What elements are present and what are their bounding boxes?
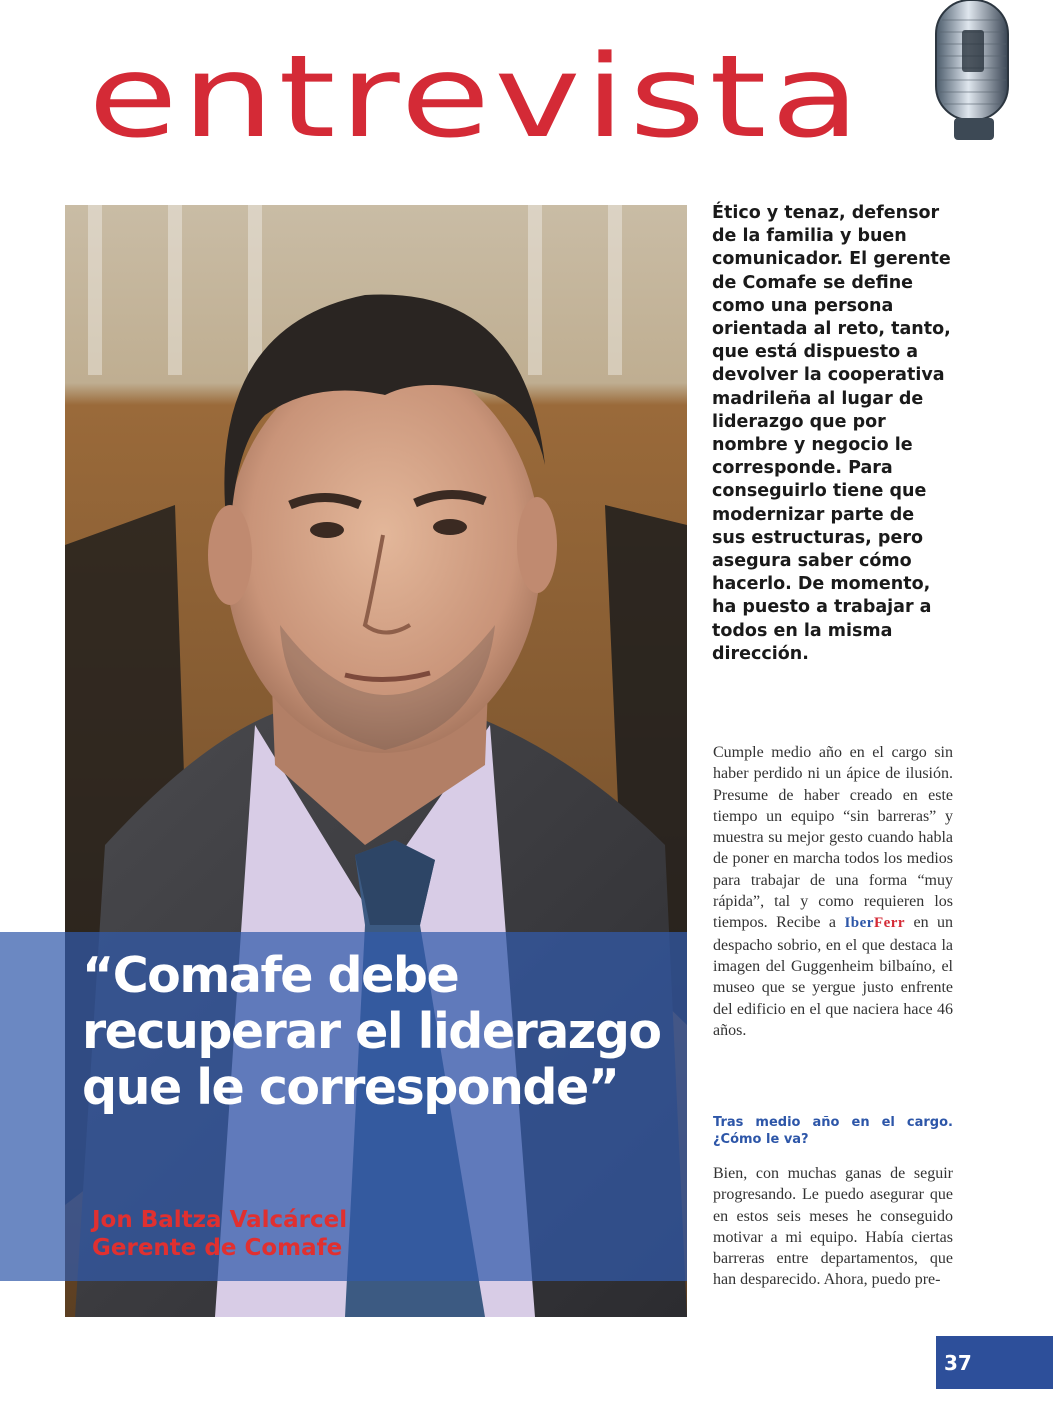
iberferr-logo [844,915,905,931]
pull-quote-line: que le corresponde” [82,1059,619,1116]
lead-paragraph: Ético y tenaz, defensor de la familia y buen comunicador. El gerente de Comafe se define como una persona orientada al reto, tanto, que está dispuesto a devolver la cooperativa madrileña al lugar de liderazgo que por nombre y negocio le corresponde. Para conseguirlo tiene que modernizar parte de sus estructuras, pero asegura saber cómo hacerlo. De momento, ha puesto a trabajar a todos en la misma dirección. [712,203,951,664]
byline [92,1206,592,1262]
question-word: medio [755,1115,801,1130]
byline-name: Jon Baltza Valcárcel [92,1207,348,1233]
question-word: Tras [713,1115,744,1130]
page-number: 37 [944,1351,972,1375]
microphone-icon [912,0,1022,150]
question-word: cargo. [906,1115,953,1130]
byline-role: Gerente de Comafe [92,1235,343,1261]
pull-quote-line: recuperar el liderazgo [82,1003,661,1060]
section-title: entrevista [88,30,864,164]
logo-part-iber: Iber [844,915,874,932]
body-intro-paragraph [713,742,953,1041]
body-intro-text-continued: en un despacho sobrio, en el que destaca la imagen del Guggenheim bilbaíno, el museo que se yergue justo enfrente del edificio en el que naciera hace 46 años. [713,914,954,1039]
body-intro-text: Cumple medio año en el cargo sin haber perdido ni un ápice de ilusión. Presume de haber creado en este tiempo un equipo “sin barreras” y muestra su mejor gesto cuando habla de poner en marcha todos los medios para trabajar de una forma “muy rápida”, tal y como requieren los tiempos. Recibe a [713,744,953,932]
answer-paragraph: Bien, con muchas ganas de seguir progresando. Le puedo asegurar que en estos seis meses he conseguido motivar a mi equipo. Había ciertas barreras entre departamentos, que han desparecido. Ahora, puedo pre- [713,1165,953,1289]
interview-question [713,1114,953,1148]
question-line-1 [713,1114,953,1131]
question-line-2: ¿Cómo le va? [713,1132,809,1147]
pull-quote-line: “Comafe debe [82,947,459,1004]
question-word: en [851,1115,870,1130]
question-word: el [881,1115,895,1130]
question-word: año [812,1115,840,1130]
pull-quote [82,948,682,1116]
logo-part-ferr: Ferr [873,915,906,932]
